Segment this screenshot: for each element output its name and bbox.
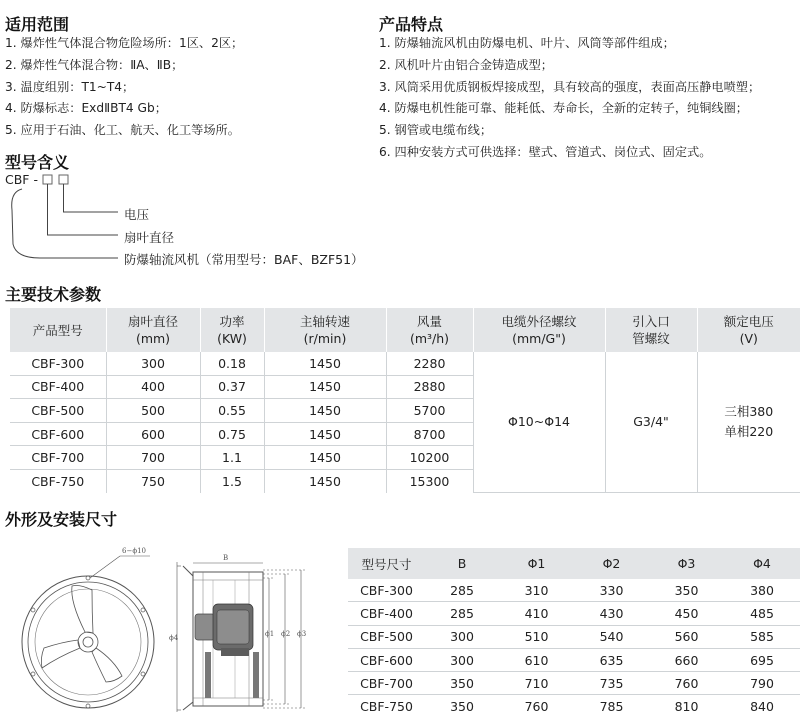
fan-front-view-drawing	[10, 542, 170, 712]
cell-model: CBF-700	[10, 446, 106, 470]
scope-title: 适用范围	[5, 12, 69, 35]
spec-header-voltage: 额定电压 (V)	[697, 308, 800, 352]
cell-model: CBF-700	[348, 672, 425, 695]
dims-header-row	[348, 548, 800, 579]
dims-header-phi3: Φ3	[649, 548, 724, 579]
cell-phi3: 350	[649, 579, 724, 602]
table-row	[348, 625, 800, 648]
cell-airflow: 8700	[386, 422, 473, 446]
cell-b: 285	[425, 602, 499, 625]
cell-voltage	[697, 352, 800, 493]
cell-model: CBF-400	[10, 375, 106, 399]
scope-item: 3. 温度组别：T1~T4；	[5, 77, 243, 99]
model-box-2	[59, 175, 68, 184]
cell-phi4: 840	[724, 695, 800, 718]
model-label-fan: 防爆轴流风机（常用型号：BAF、BZF51）	[124, 250, 364, 268]
cell-phi2: 540	[574, 625, 649, 648]
feature-item: 3. 风筒采用优质钢板焊接成型，具有较高的强度，表面高压静电喷塑；	[379, 77, 760, 99]
spec-header-airflow: 风量 (m³/h)	[386, 308, 473, 352]
spec-header-cable: 电缆外径螺纹 (mm/G")	[473, 308, 605, 352]
cell-model: CBF-750	[348, 695, 425, 718]
cell-airflow: 2280	[386, 352, 473, 375]
cell-phi1: 760	[499, 695, 574, 718]
cell-diameter: 400	[106, 375, 200, 399]
cell-phi4: 485	[724, 602, 800, 625]
feature-item: 5. 钢管或电缆布线；	[379, 120, 760, 142]
cell-model: CBF-300	[348, 579, 425, 602]
spec-table	[10, 308, 800, 493]
feature-item: 4. 防爆电机性能可靠、能耗低、寿命长，全新的定转子，纯铜线圈；	[379, 98, 760, 120]
cell-speed: 1450	[264, 375, 386, 399]
features-list	[379, 33, 760, 164]
cell-power: 1.1	[200, 446, 264, 470]
cell-cable: Φ10~Φ14	[473, 352, 605, 493]
cell-model: CBF-400	[348, 602, 425, 625]
fan-side-view-drawing	[165, 552, 345, 717]
phi1-label: ϕ1	[265, 630, 274, 638]
cell-speed: 1450	[264, 352, 386, 375]
table-row	[348, 672, 800, 695]
dimensions-title: 外形及安装尺寸	[5, 507, 117, 530]
dimensions-table	[348, 548, 800, 718]
cell-power: 0.37	[200, 375, 264, 399]
connector-fan	[12, 189, 118, 258]
cell-model: CBF-300	[10, 352, 106, 375]
spec-header-inlet: 引入口 管螺纹	[605, 308, 697, 352]
cell-phi3: 450	[649, 602, 724, 625]
phi3-label: ϕ3	[297, 630, 306, 638]
cell-power: 0.75	[200, 422, 264, 446]
cell-thread: G3/4"	[605, 352, 697, 493]
cell-airflow: 15300	[386, 469, 473, 492]
cell-phi4: 380	[724, 579, 800, 602]
scope-item: 2. 爆炸性气体混合物：ⅡA、ⅡB；	[5, 55, 243, 77]
spec-header-row	[10, 308, 800, 352]
cell-phi2: 735	[574, 672, 649, 695]
model-box-1	[43, 175, 52, 184]
cell-phi2: 330	[574, 579, 649, 602]
cell-power: 0.55	[200, 399, 264, 423]
cell-phi3: 810	[649, 695, 724, 718]
cell-speed: 1450	[264, 422, 386, 446]
model-connector-lines	[0, 170, 140, 270]
cell-model: CBF-500	[10, 399, 106, 423]
cell-power: 0.18	[200, 352, 264, 375]
features-title: 产品特点	[379, 12, 443, 35]
phi4-label: ϕ4	[169, 634, 179, 642]
table-row	[10, 352, 800, 375]
voltage-single-phase: 单相220	[698, 422, 800, 442]
cell-model: CBF-500	[348, 625, 425, 648]
spec-header-model: 产品型号	[10, 308, 106, 352]
model-label-voltage: 电压	[124, 205, 149, 223]
cell-speed: 1450	[264, 446, 386, 470]
cell-diameter: 600	[106, 422, 200, 446]
cell-model: CBF-600	[10, 422, 106, 446]
cell-model: CBF-750	[10, 469, 106, 492]
model-code: CBF -	[5, 172, 38, 187]
connector-diameter	[48, 184, 119, 235]
cell-phi3: 760	[649, 672, 724, 695]
connector-voltage	[64, 184, 119, 212]
cell-diameter: 700	[106, 446, 200, 470]
cell-b: 285	[425, 579, 499, 602]
model-label-diameter: 扇叶直径	[124, 228, 174, 246]
cell-phi1: 310	[499, 579, 574, 602]
cell-b: 300	[425, 625, 499, 648]
scope-list	[5, 33, 243, 142]
cell-b: 300	[425, 648, 499, 671]
feature-item: 1. 防爆轴流风机由防爆电机、叶片、风筒等部件组成；	[379, 33, 760, 55]
b-label: B	[223, 554, 228, 562]
scope-item: 5. 应用于石油、化工、航天、化工等场所。	[5, 120, 243, 142]
spec-header-diameter: 扇叶直径 (mm)	[106, 308, 200, 352]
table-row	[348, 602, 800, 625]
cell-phi4: 790	[724, 672, 800, 695]
cell-airflow: 5700	[386, 399, 473, 423]
cell-b: 350	[425, 695, 499, 718]
spec-header-power: 功率 (KW)	[200, 308, 264, 352]
cell-model: CBF-600	[348, 648, 425, 671]
cell-phi4: 585	[724, 625, 800, 648]
holes-label: 6−ϕ10	[122, 547, 146, 555]
cell-diameter: 750	[106, 469, 200, 492]
table-row	[348, 579, 800, 602]
cell-phi1: 710	[499, 672, 574, 695]
table-row	[348, 695, 800, 718]
cell-power: 1.5	[200, 469, 264, 492]
cell-phi4: 695	[724, 648, 800, 671]
dims-header-phi1: Φ1	[499, 548, 574, 579]
cell-phi3: 660	[649, 648, 724, 671]
voltage-three-phase: 三相380	[698, 402, 800, 422]
feature-item: 6. 四种安装方式可供选择：壁式、管道式、岗位式、固定式。	[379, 142, 760, 164]
dims-header-b: B	[425, 548, 499, 579]
dims-header-phi4: Φ4	[724, 548, 800, 579]
cell-phi3: 560	[649, 625, 724, 648]
cell-phi1: 410	[499, 602, 574, 625]
scope-item: 1. 爆炸性气体混合物危险场所：1区、2区；	[5, 33, 243, 55]
phi2-label: ϕ2	[281, 630, 290, 638]
cell-diameter: 300	[106, 352, 200, 375]
dims-header-model: 型号尺寸	[348, 548, 425, 579]
cell-b: 350	[425, 672, 499, 695]
table-row	[348, 648, 800, 671]
cell-phi1: 610	[499, 648, 574, 671]
cell-phi2: 635	[574, 648, 649, 671]
cell-airflow: 2880	[386, 375, 473, 399]
model-title: 型号含义	[5, 150, 69, 173]
cell-diameter: 500	[106, 399, 200, 423]
cell-speed: 1450	[264, 399, 386, 423]
feature-item: 2. 风机叶片由铝合金铸造成型；	[379, 55, 760, 77]
scope-item: 4. 防爆标志：ExdⅡBT4 Gb；	[5, 98, 243, 120]
cell-phi2: 430	[574, 602, 649, 625]
dims-header-phi2: Φ2	[574, 548, 649, 579]
cell-phi2: 785	[574, 695, 649, 718]
cell-airflow: 10200	[386, 446, 473, 470]
cell-phi1: 510	[499, 625, 574, 648]
cell-speed: 1450	[264, 469, 386, 492]
spec-header-speed: 主轴转速 (r/min)	[264, 308, 386, 352]
spec-title: 主要技术参数	[5, 282, 101, 305]
